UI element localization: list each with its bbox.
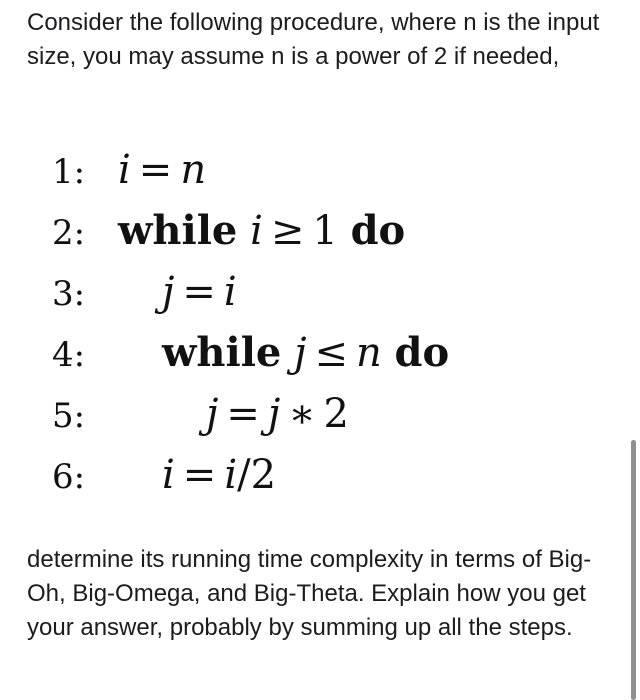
vertical-scrollbar[interactable] <box>631 440 636 700</box>
line-number: 3: <box>52 274 86 314</box>
pseudocode-line-4 <box>52 325 449 381</box>
pseudocode-line-3 <box>52 264 237 320</box>
operator: = <box>226 391 260 437</box>
line-number: 4: <box>52 335 86 375</box>
constant: 1 <box>312 208 338 254</box>
line-code <box>206 386 349 442</box>
variable: j <box>162 269 175 315</box>
constant: 2 <box>250 452 277 498</box>
keyword-while: while <box>118 207 238 254</box>
line-number: 1: <box>52 152 86 192</box>
pseudocode-line-1 <box>52 142 206 198</box>
pseudocode-line-6 <box>52 447 276 503</box>
variable: n <box>356 330 382 376</box>
operator: ≥ <box>270 208 305 254</box>
keyword-do: do <box>394 329 450 376</box>
line-number: 2: <box>52 213 86 253</box>
line-code <box>162 264 237 320</box>
variable: n <box>180 147 207 193</box>
variable: j <box>294 330 307 376</box>
operator: = <box>182 269 216 315</box>
variable: i <box>162 452 175 498</box>
question-intro: Consider the following procedure, where n is the input size, you may assume n is a power of 2 if needed, <box>27 9 600 70</box>
variable: i <box>118 147 131 193</box>
line-code <box>162 447 276 503</box>
keyword-do: do <box>350 207 406 254</box>
variable: i <box>250 208 263 254</box>
question-instructions: determine its running time complexity in terms of Big-Oh, Big-Omega, and Big-Theta. Explain how you get your answer, probably by summing up all the steps. <box>27 546 592 641</box>
line-number: 5: <box>52 396 86 436</box>
line-code <box>162 325 449 381</box>
pseudocode-line-5 <box>52 386 349 442</box>
variable: j <box>206 391 219 437</box>
line-code <box>118 142 206 198</box>
constant: 2 <box>323 391 349 437</box>
line-code <box>118 203 405 259</box>
operator: ≤ <box>314 330 348 376</box>
keyword-while: while <box>162 329 282 376</box>
variable: i <box>224 452 238 498</box>
operator: ∗ <box>288 391 316 437</box>
operator: / <box>237 452 251 498</box>
operator: = <box>138 147 173 193</box>
operator: = <box>182 452 217 498</box>
pseudocode-line-2 <box>52 203 405 259</box>
variable: j <box>267 391 281 437</box>
line-number: 6: <box>52 457 86 497</box>
variable: i <box>223 269 237 315</box>
